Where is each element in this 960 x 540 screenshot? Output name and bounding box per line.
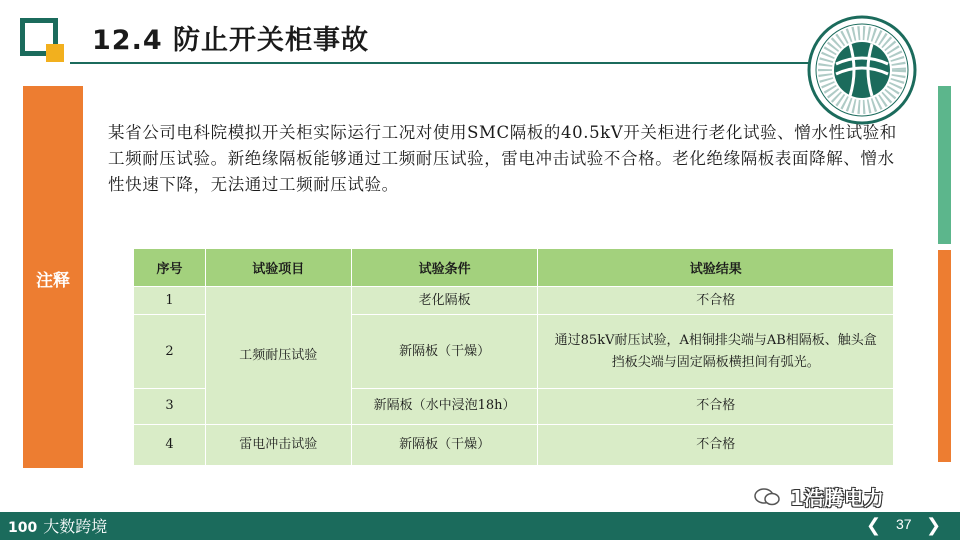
header-item: 试验项目 bbox=[205, 249, 351, 287]
slide-title: 12.4 防止开关柜事故 bbox=[92, 25, 370, 56]
note-label: 注释 bbox=[36, 271, 70, 291]
title-divider bbox=[70, 62, 810, 64]
cell-no: 3 bbox=[134, 388, 206, 425]
header-result: 试验结果 bbox=[538, 249, 894, 287]
cell-no: 2 bbox=[134, 315, 206, 388]
footer-bar bbox=[0, 512, 960, 540]
cell-no: 4 bbox=[134, 425, 206, 466]
cell-condition: 新隔板（水中浸泡18h） bbox=[351, 388, 538, 425]
prev-arrow-icon[interactable]: ❮ bbox=[866, 515, 882, 536]
cell-result: 不合格 bbox=[538, 425, 894, 466]
brand-name: 大数跨境 bbox=[43, 517, 108, 536]
cell-result: 不合格 bbox=[538, 287, 894, 315]
right-accent-bar-orange bbox=[938, 250, 951, 462]
cell-condition: 新隔板（干燥） bbox=[351, 425, 538, 466]
cell-item: 雷电冲击试验 bbox=[205, 425, 351, 466]
cell-result: 不合格 bbox=[538, 388, 894, 425]
test-results-table bbox=[133, 248, 894, 466]
header-no: 序号 bbox=[134, 249, 206, 287]
header-condition: 试验条件 bbox=[351, 249, 538, 287]
state-grid-logo bbox=[806, 14, 918, 126]
table-row bbox=[134, 425, 894, 466]
brand-logo-mark: 100 bbox=[8, 520, 38, 536]
next-arrow-icon[interactable]: ❯ bbox=[926, 515, 942, 536]
body-paragraph: 某省公司电科院模拟开关柜实际运行工况对使用SMC隔板的40.5kV开关柜进行老化试验、憎水性试验和工频耐压试验。新绝缘隔板能够通过工频耐压试验，雷电冲击试验不合格。老化绝缘隔板表面降解、憎水性快速下降，无法通过工频耐压试验。 bbox=[108, 123, 897, 194]
table-header-row bbox=[134, 249, 894, 287]
title-logo-square bbox=[20, 18, 64, 62]
page-number: 37 bbox=[896, 516, 912, 532]
cell-item-merged: 工频耐压试验 bbox=[205, 287, 351, 425]
table-row bbox=[134, 287, 894, 315]
logo-square-accent bbox=[46, 44, 64, 62]
footer-brand bbox=[8, 514, 107, 537]
watermark-text: 1浩腾电力 bbox=[790, 486, 884, 510]
cell-no: 1 bbox=[134, 287, 206, 315]
cell-condition: 新隔板（干燥） bbox=[351, 315, 538, 388]
wechat-icon bbox=[754, 488, 780, 506]
right-accent-bar-green bbox=[938, 86, 951, 244]
cell-result: 通过85kV耐压试验，A相铜排尖端与AB相隔板、触头盒挡板尖端与固定隔板横担间有弧光。 bbox=[538, 315, 894, 388]
cell-condition: 老化隔板 bbox=[351, 287, 538, 315]
